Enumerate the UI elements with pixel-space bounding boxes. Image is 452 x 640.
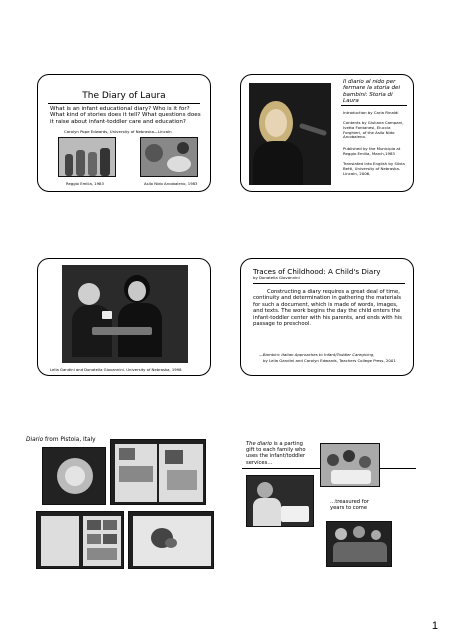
slide-credit: Carolyn Pope Edwards, University of Nebraska—Lincoln	[64, 129, 172, 134]
treasured-text: …treasured for years to come	[330, 499, 369, 512]
photo-speaker	[249, 83, 331, 185]
text-rest: is a parting gift to each family who uses the infant/toddler services…	[246, 441, 306, 466]
slide-diario-pistoia	[26, 437, 222, 569]
photo-diario-spread-1	[110, 439, 206, 505]
title-rule	[48, 103, 200, 104]
slide-title	[26, 437, 96, 443]
text-italic: The diario	[246, 441, 272, 447]
caption-reggio-emilia: Reggio Emilia, 1983	[66, 181, 104, 186]
title-rest: from Pistoia, Italy	[43, 437, 96, 443]
citation-authors: by Lella Gandini and Carolyn Edwards, Teachers College Press, 2001	[263, 358, 396, 363]
slide-parting-gift	[240, 437, 418, 569]
photo-woman-with-diary	[246, 475, 314, 527]
slide-question: What is an infant educational diary? Who is it for? What kind of stories does it tell? What questions does it raise about infant-toddler care and education?	[50, 106, 201, 125]
photo-family-reading	[326, 521, 392, 567]
slide-traces-of-childhood	[240, 258, 414, 376]
photo-diario-spread-2	[36, 511, 124, 569]
slide-body: Constructing a diary requires a great deal of time, continuity and determination in gathering the materials for such a document, which is made of words, images, and texts. The work begins the day the child enters the infant-toddler center with his parents, and ends with his passage to preschool.	[253, 289, 402, 328]
photo-diario-cover	[42, 447, 106, 505]
book-title-rule	[341, 105, 407, 106]
caption-asilo-nido: Asilo Nido Arcobaleno, 1983	[144, 181, 198, 186]
slide-author: by Donatella Giovannini	[253, 275, 300, 280]
photo-diario-spread-3	[128, 511, 214, 569]
slide-gandini-giovannini	[37, 258, 211, 376]
parting-gift-text	[246, 441, 308, 466]
book-title: Il diario al nido per fermare la storia dei bambini: Storia di Laura	[343, 79, 401, 105]
citation-title: —Bambini: Italian Approaches to Infant/Toddler Caregiving,	[259, 352, 375, 357]
photo-reggio-emilia	[58, 137, 116, 177]
contents-credit: Contents by Giuliana Campani, Ivetta Fontanesi, Eluccia Forghieri, of the Asilo Nido Arcobaleno.	[343, 120, 404, 140]
intro-credit: Introduction by Carla Rinaldi	[343, 110, 399, 115]
photo-asilo-nido	[140, 137, 198, 177]
title-rule	[253, 283, 405, 284]
title-italic: Diario	[26, 437, 44, 443]
translated-credit: Translated into English by Silvia Betti, University of Nebraska-Lincoln, 2006.	[343, 161, 405, 176]
photo-caption: Lella Gandini and Donatella Giovannini. University of Nebraska, 1998	[50, 367, 182, 372]
slide-diary-of-laura	[37, 74, 211, 192]
photo-children-group	[320, 443, 380, 487]
slide-book-info	[240, 74, 414, 192]
published-credit: Published by the Municipio at Reggio Emilia, March,1983	[343, 146, 401, 156]
photo-gandini-giovannini	[62, 265, 188, 363]
page-number: 1	[431, 620, 438, 632]
slide-title: Traces of Childhood: A Child's Diary	[253, 267, 381, 276]
slide-title: The Diary of Laura	[82, 91, 166, 101]
